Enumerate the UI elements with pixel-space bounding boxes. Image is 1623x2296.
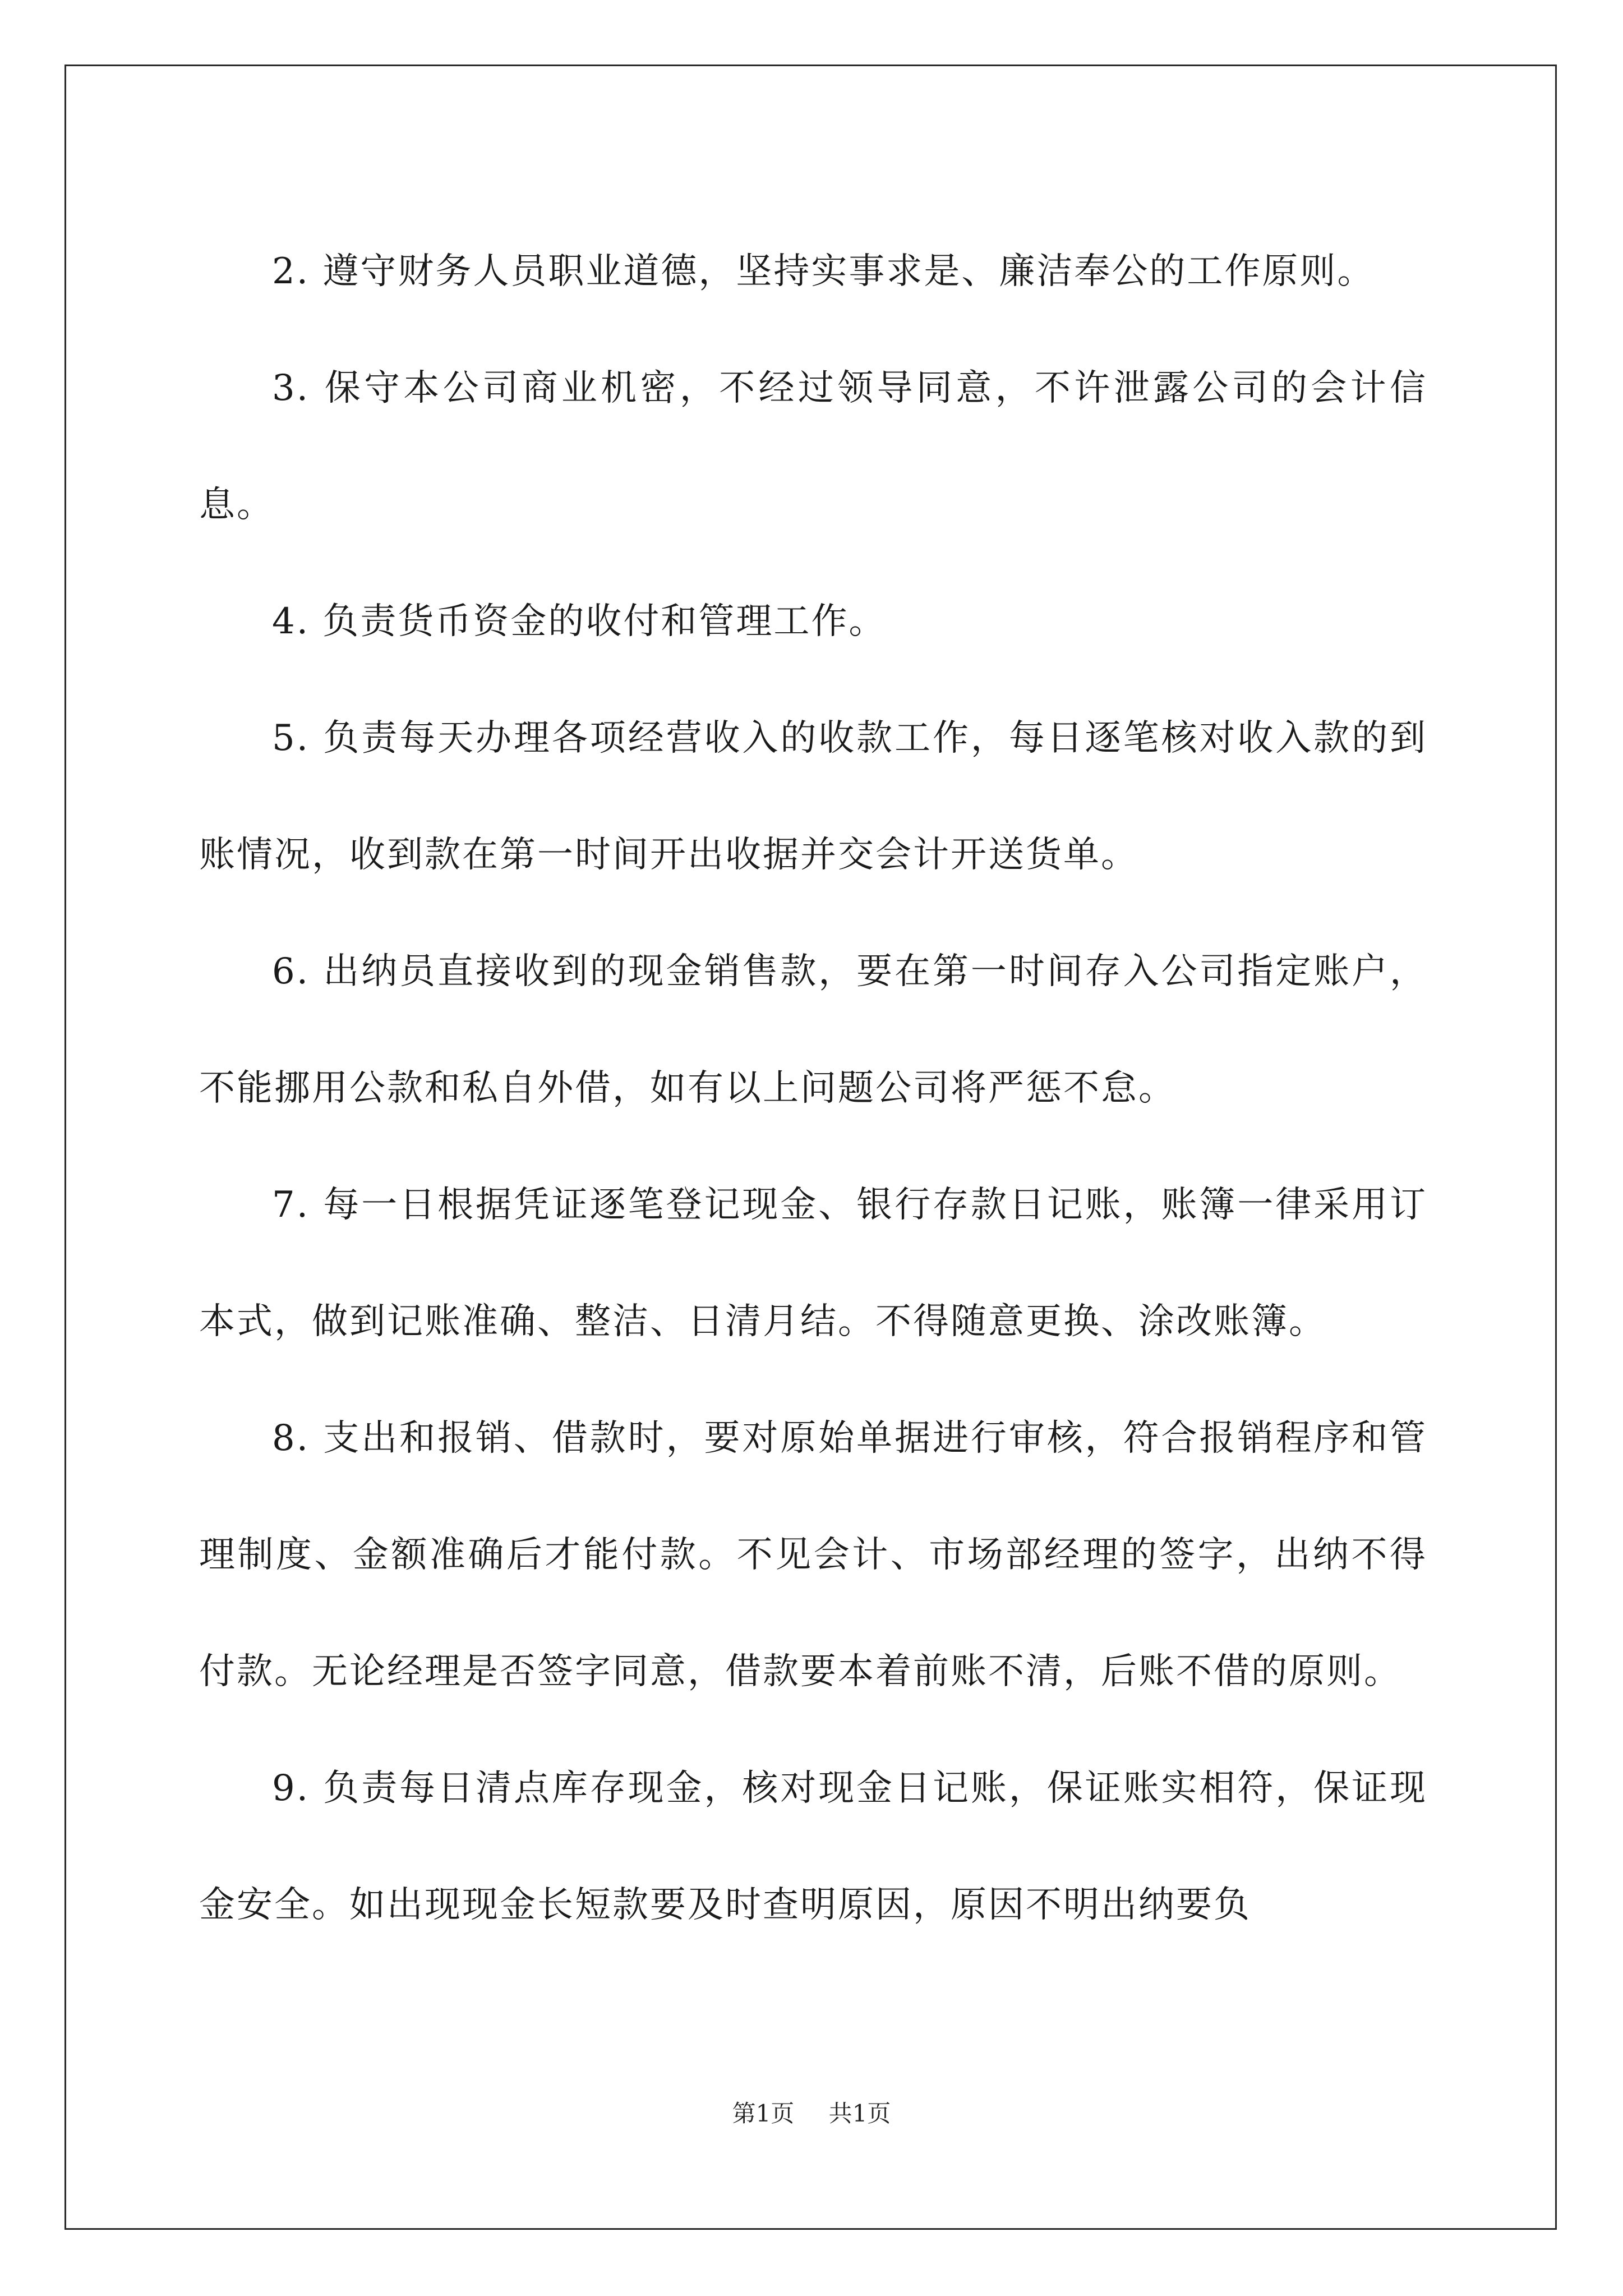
paragraph: 2. 遵守财务人员职业道德，坚持实事求是、廉洁奉公的工作原则。: [272, 251, 1375, 292]
paragraph: 3. 保守本公司商业机密，不经过领导同意，不许泄露公司的会计信息。: [199, 367, 1427, 526]
paragraph: 9. 负责每日清点库存现金，核对现金日记账，保证账实相符，保证现金安全。如出现现金长短款要及时查明原因，原因不明出纳要负: [199, 1768, 1427, 1926]
page-footer: [0, 2095, 1623, 2129]
page-number: 第1页: [732, 2100, 795, 2127]
paragraph: 6. 出纳员直接收到的现金销售款，要在第一时间存入公司指定账户，不能挪用公款和私自外借，如有以上问题公司将严惩不怠。: [199, 951, 1427, 1109]
paragraph: 8. 支出和报销、借款时，要对原始单据进行审核，符合报销程序和管理制度、金额准确后才能付款。不见会计、市场部经理的签字，出纳不得付款。无论经理是否签字同意，借款要本着前账不清，后账不借的原则。: [199, 1418, 1427, 1692]
paragraph: 7. 每一日根据凭证逐笔登记现金、银行存款日记账，账簿一律采用订本式，做到记账准确、整洁、日清月结。不得随意更换、涂改账簿。: [199, 1184, 1427, 1342]
paragraph: 4. 负责货币资金的收付和管理工作。: [272, 601, 887, 642]
paragraph: 5. 负责每天办理各项经营收入的收款工作，每日逐笔核对收入款的到账情况，收到款在第一时间开出收据并交会计开送货单。: [199, 717, 1427, 876]
document-body: [199, 213, 1427, 1963]
page-total: 共1页: [828, 2100, 891, 2127]
